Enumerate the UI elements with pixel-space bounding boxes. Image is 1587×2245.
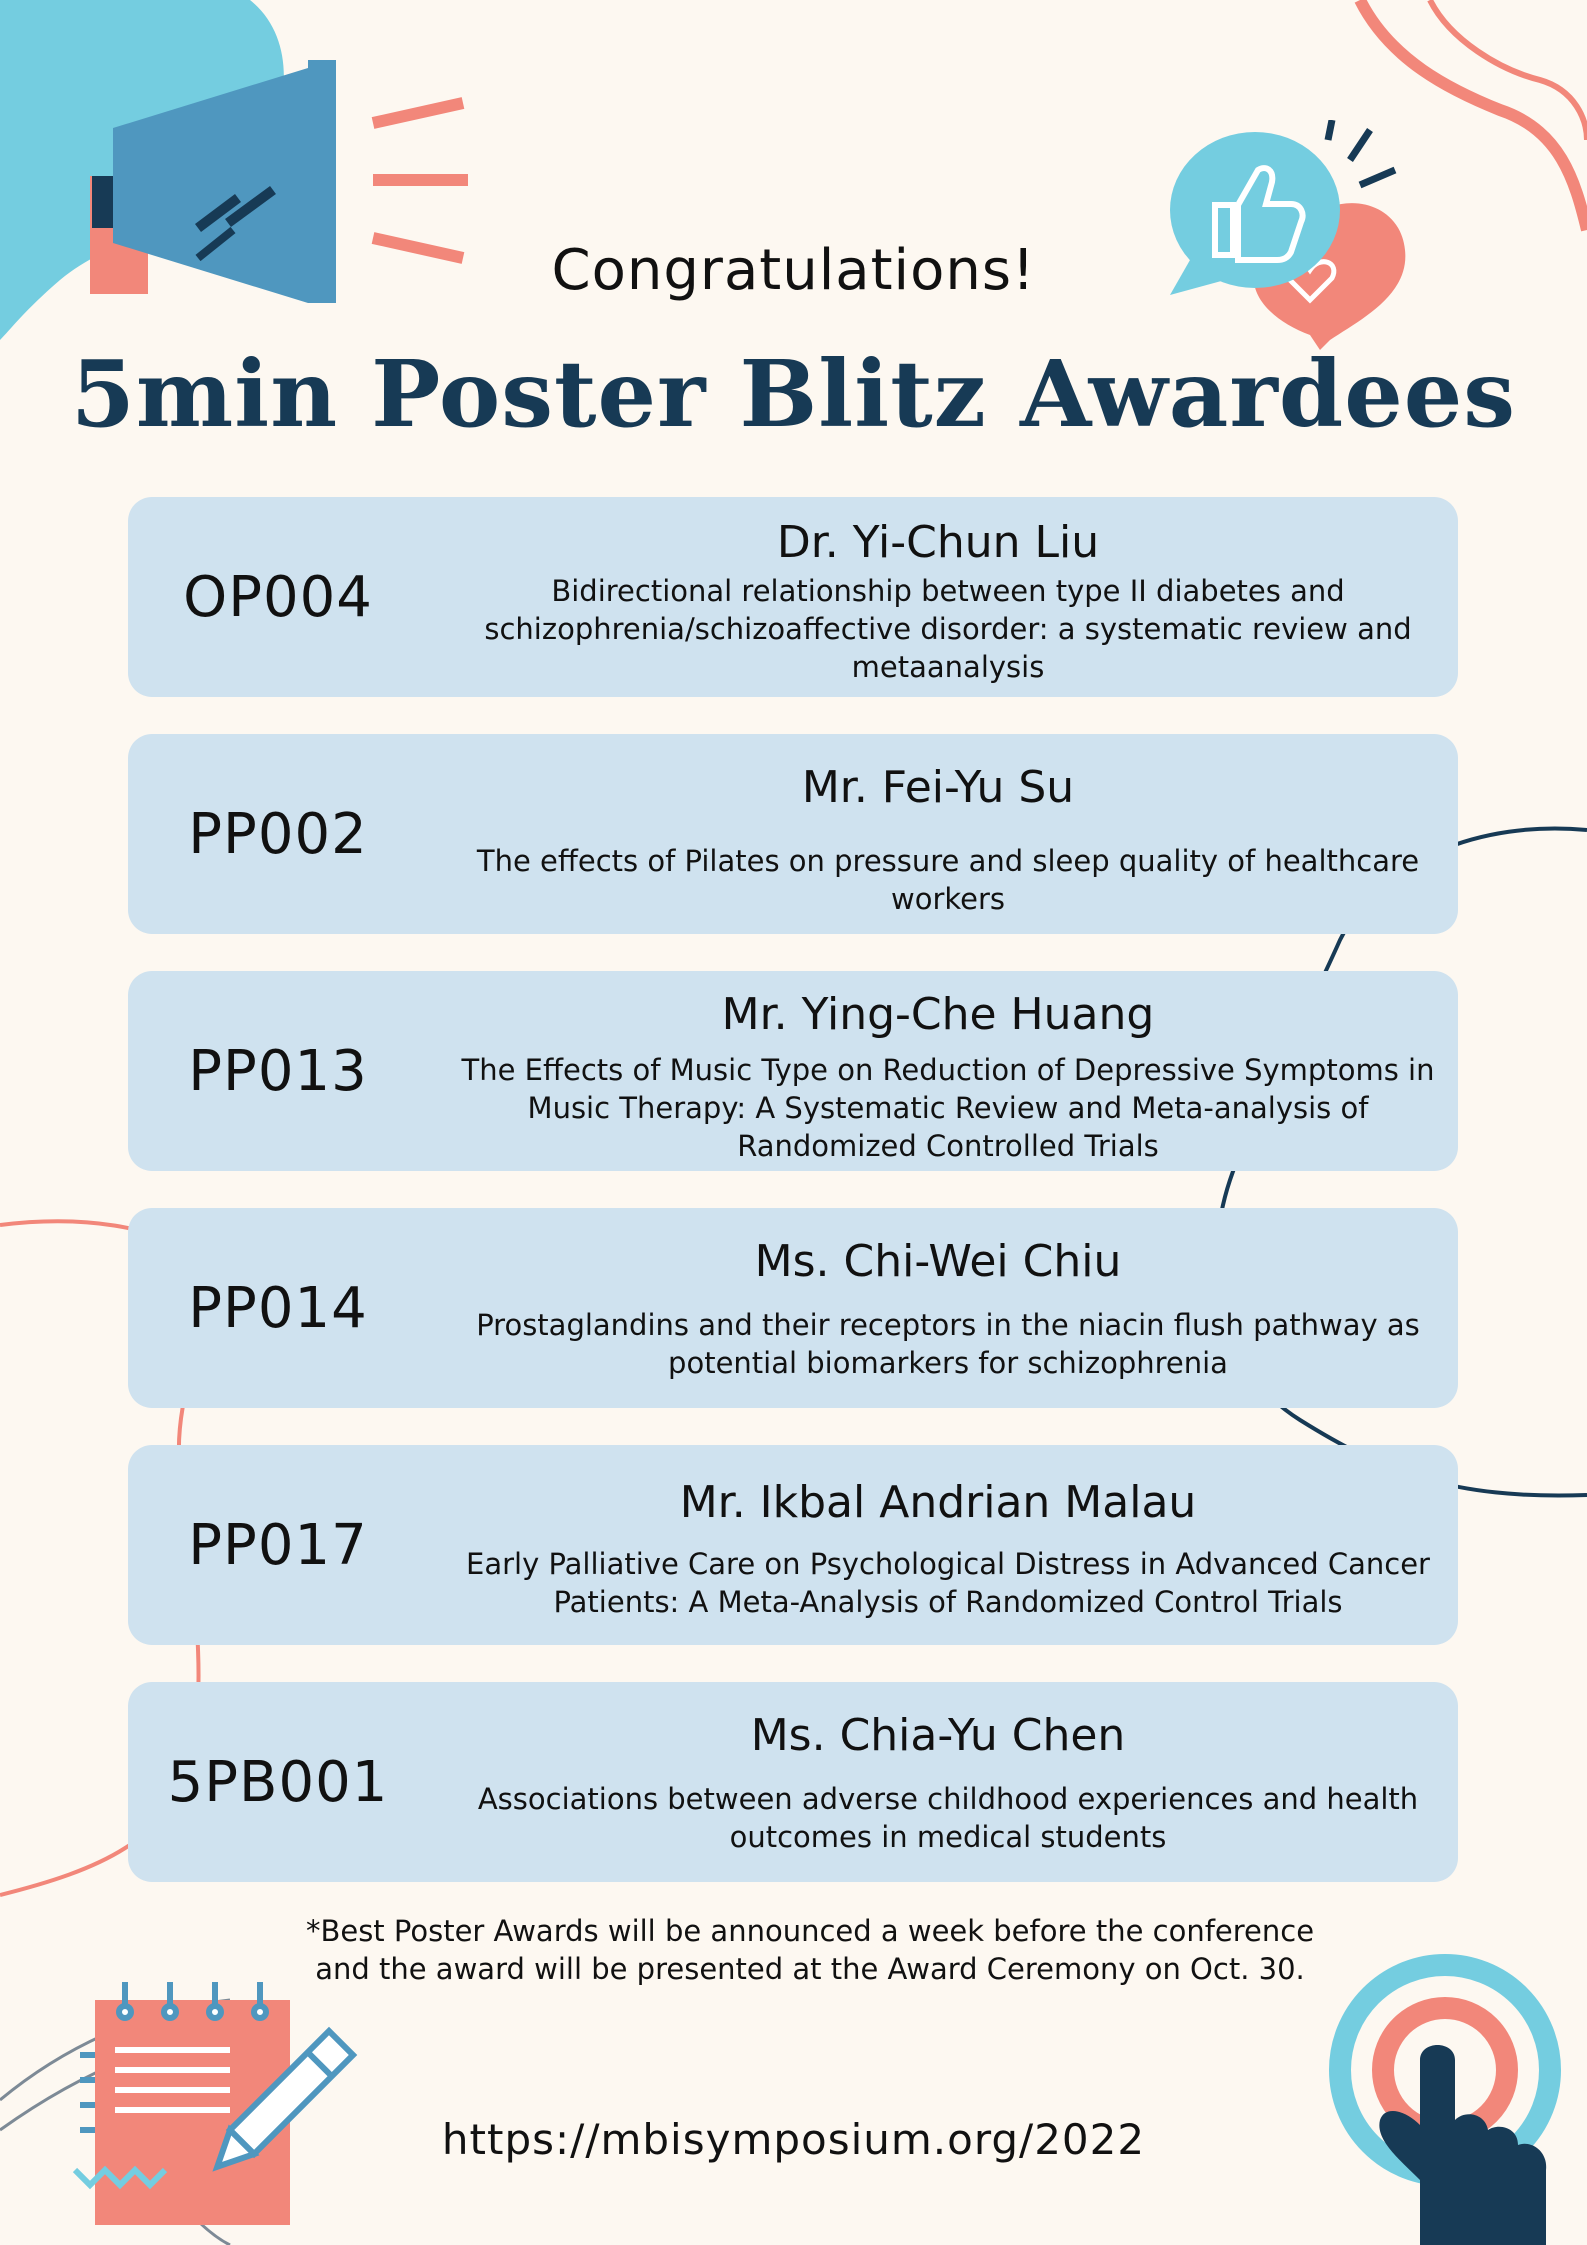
awardee-card [128,971,1458,1171]
poster-title: Early Palliative Care on Psychological Distress in Advanced Cancer Patients: A Meta-Analysis of Randomized Control Trials [466,1547,1430,1619]
awardee-card [128,1445,1458,1645]
poster-code: OP004 [183,564,373,630]
awardee-name: Dr. Yi-Chun Liu [776,517,1100,568]
page-title: 5min Poster Blitz Awardees [70,340,1517,448]
awardee-name: Mr. Ikbal Andrian Malau [679,1477,1197,1528]
poster-code: PP014 [188,1275,368,1341]
website-link[interactable]: https://mbisymposium.org/2022 [441,2115,1146,2164]
touch-pointer-icon [1320,1945,1587,2245]
poster-code: PP017 [188,1512,368,1578]
poster-code: PP013 [188,1038,368,1104]
chat-like-heart-icon [1160,120,1430,350]
awardee-name: Mr. Fei-Yu Su [801,762,1075,813]
poster-title: The effects of Pilates on pressure and sleep quality of healthcare workers [476,844,1420,916]
awards-note: *Best Poster Awards will be announced a week before the conference and the award will be presented at the Award Ceremony on Oct. 30. [305,1914,1315,1986]
poster-title: The Effects of Music Type on Reduction of Depressive Symptoms in Music Therapy: A Systematic Review and Meta-analysis of Randomized Controlled Trials [461,1053,1435,1163]
poster-title: Associations between adverse childhood experiences and health outcomes in medical students [477,1782,1419,1854]
notepad-pencil-icon [70,1980,390,2240]
poster-title: Prostaglandins and their receptors in the niacin flush pathway as potential biomarkers for schizophrenia [476,1308,1420,1380]
awardee-name: Mr. Ying-Che Huang [721,989,1155,1040]
awardee-card [128,1208,1458,1408]
poster-title: Bidirectional relationship between type II diabetes and schizophrenia/schizoaffective disorder: a systematic review and metaanalysis [484,574,1412,684]
awardee-card [128,1682,1458,1882]
awardee-name: Ms. Chi-Wei Chiu [754,1236,1122,1287]
awardee-card [128,497,1458,697]
poster-code: PP002 [188,801,368,867]
congratulations-heading: Congratulations! [551,238,1036,303]
awardee-card [128,734,1458,934]
poster-code: 5PB001 [167,1749,389,1815]
awardee-name: Ms. Chia-Yu Chen [750,1710,1126,1761]
